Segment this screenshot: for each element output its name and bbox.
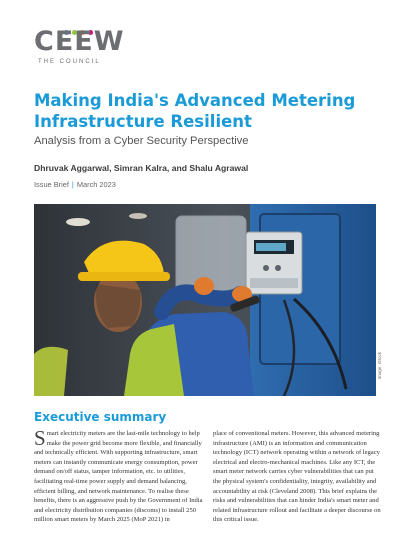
report-date: March 2023 (76, 180, 116, 189)
summary-column-right (213, 429, 383, 525)
summary-text-right: place of conventional meters. However, this advanced metering infrastructure (AMI) is an information and communication technology (ICT) network operating within a network of legacy electrical and electro-mechanical machines. Like any ICT, the smart meter network carries cyber vulnerabilities that can put the physical system's confidentiality, integrity, availability and accountability at risk (Cleveland 2008). This brief explains the risks and vulnerabilities that can hinder India's smart meter and related infrastructure rollout and facilitate a deeper discourse on this critical issue. (213, 430, 381, 524)
logo-wordmark: CEEW (34, 26, 125, 57)
photo-credit: Image: iStock (377, 352, 382, 380)
summary-column-left (34, 426, 204, 525)
report-type: Issue Brief (34, 180, 69, 189)
technician-illustration (34, 204, 376, 396)
summary-paragraph-left (34, 426, 204, 525)
report-subtitle: Analysis from a Cyber Security Perspective (34, 135, 249, 147)
summary-text-left: mart electricity meters are the last-mile technology to help make the power grid become more flexible, and financially and technically efficient. With supporting infrastructure, smart meters can instantly communicate energy consumption, power demand on/off status, tamper information, etc. to utilities, facilitating real-time power supply and demand balancing, efficient billing, and network maintenance. To realise these benefits, there is an aggressive push by the Government of India and electricity distribution companies (discoms) to install 250 million smart meters by March 2025 (MoP 2021) in (34, 430, 203, 524)
meta-separator: | (71, 180, 74, 189)
report-meta (34, 180, 116, 189)
cover-photo (34, 204, 376, 396)
report-title: Making India's Advanced Metering Infrastructure Resilient (34, 91, 356, 131)
report-authors: Dhruvak Aggarwal, Simran Kalra, and Shalu Agrawal (34, 163, 249, 173)
ceew-logo (34, 22, 125, 66)
drop-cap: S (34, 426, 46, 450)
section-heading: Executive summary (34, 410, 167, 424)
logo-tagline: THE COUNCIL (38, 59, 101, 65)
